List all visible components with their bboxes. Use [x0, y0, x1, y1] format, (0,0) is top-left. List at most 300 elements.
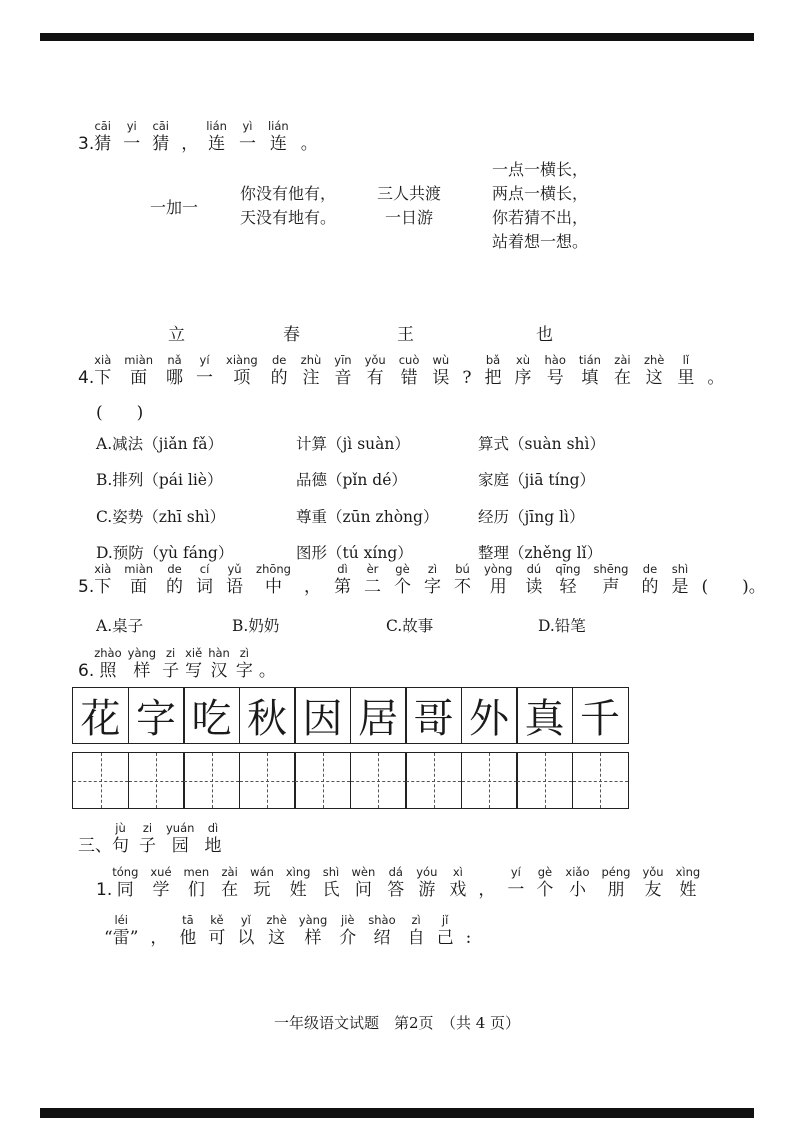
pinyin: bǎ	[485, 353, 501, 367]
pinyin: tóng	[112, 865, 139, 879]
hanzi: 词	[196, 577, 214, 597]
pinyin-char	[507, 866, 524, 901]
hanzi: 姓	[679, 880, 697, 900]
tian-grid-box[interactable]	[183, 752, 240, 809]
pinyin: yàng	[127, 646, 157, 660]
pinyin: xì	[452, 865, 463, 879]
hanzi: 序	[514, 368, 532, 388]
pinyin: zài	[614, 353, 631, 367]
pinyin: xiě	[185, 646, 203, 660]
model-char-box	[294, 687, 351, 744]
pinyin-char	[364, 563, 381, 598]
question-number-text: 1.	[96, 880, 113, 900]
hanzi: 朋	[607, 880, 625, 900]
riddle-d: 一点一横长， 两点一横长， 你若猜不出， 站着想一想。	[492, 160, 589, 251]
pinyin-char	[124, 563, 153, 598]
hanzi: 不	[453, 577, 471, 597]
q5-prompt	[78, 563, 766, 598]
pinyin: xià	[94, 353, 112, 367]
question-number	[78, 367, 94, 389]
hanzi: 照	[99, 661, 117, 681]
model-char: 千	[580, 696, 620, 742]
hanzi: 中	[265, 577, 282, 597]
pinyin: zhù	[300, 353, 322, 367]
riddle-c: 三人共渡 一日游	[377, 184, 442, 227]
pinyin-char	[525, 563, 542, 598]
answer-blank[interactable]	[701, 576, 765, 598]
pinyin-char	[239, 120, 256, 155]
question-number-text: 三、	[78, 836, 112, 856]
hanzi: 学	[152, 880, 170, 900]
pinyin-char	[179, 914, 196, 949]
hanzi: 样	[133, 661, 151, 681]
hanzi: 连	[269, 134, 287, 154]
hanzi: 个	[393, 577, 411, 597]
pinyin	[485, 866, 489, 879]
model-char-box	[461, 687, 518, 744]
pinyin-char	[368, 914, 395, 949]
pinyin: miàn	[124, 562, 154, 576]
pinyin: men	[183, 865, 210, 879]
pinyin-char	[642, 866, 663, 901]
pinyin	[714, 354, 718, 367]
tian-grid-box[interactable]	[294, 752, 351, 809]
page-footer: 一年级语文试题 第2页 （共 4 页）	[273, 1014, 521, 1032]
bottom-border-bar	[40, 1108, 754, 1118]
hanzi: 自	[407, 928, 425, 948]
hanzi: 同	[116, 880, 134, 900]
q5-option-b: B.奶奶	[232, 617, 280, 635]
model-char: 哥	[413, 696, 454, 742]
pinyin: yí	[199, 353, 210, 367]
pinyin-char	[124, 354, 153, 389]
pinyin: zi	[142, 821, 153, 835]
pinyin	[307, 120, 311, 133]
hanzi: ，	[478, 880, 496, 900]
pinyin-char	[123, 120, 140, 155]
pinyin: shì	[322, 865, 340, 879]
hanzi: 友	[644, 880, 662, 900]
riddle-a: 一加一	[150, 198, 199, 217]
pinyin: de	[167, 562, 182, 576]
model-char: 真	[524, 696, 565, 742]
pinyin-char	[286, 866, 311, 901]
pinyin-char	[250, 866, 274, 901]
pinyin-char	[204, 822, 221, 857]
tian-grid-box[interactable]	[72, 752, 129, 809]
model-char: 秋	[247, 696, 287, 742]
pinyin: zi	[165, 646, 176, 660]
pinyin-char	[334, 354, 351, 389]
q5-option-a: A.桌子	[96, 617, 144, 635]
q4-option-c1: C.姿势（zhī shì）	[96, 508, 226, 526]
pinyin-char	[94, 354, 111, 389]
hanzi: 们	[187, 880, 205, 900]
pinyin-char	[614, 354, 631, 389]
pinyin: zì	[427, 562, 438, 576]
pinyin: yīn	[334, 353, 352, 367]
hanzi: 项	[233, 368, 251, 388]
hanzi: 汉	[210, 661, 228, 681]
answer-3: 王	[397, 325, 414, 345]
pinyin: zì	[411, 913, 421, 927]
pinyin-char	[94, 563, 111, 598]
pinyin-char	[271, 354, 288, 389]
answer-2: 春	[283, 325, 300, 345]
model-char-box	[239, 687, 296, 744]
pinyin: xiàng	[226, 353, 258, 367]
pinyin: yóu	[416, 865, 438, 879]
pinyin: qīng	[555, 562, 581, 576]
pinyin: kě	[210, 913, 224, 927]
pinyin-char	[184, 866, 210, 901]
hanzi: 误	[432, 368, 450, 388]
question-number	[78, 133, 94, 155]
hanzi: 游	[418, 880, 436, 900]
q4-option-d3: 整理（zhěng lǐ）	[478, 544, 603, 562]
pinyin-char	[304, 563, 321, 598]
hanzi: 绍	[373, 928, 391, 948]
pinyin-char	[484, 563, 512, 598]
tian-grid-box[interactable]	[350, 752, 407, 809]
grid-guide-horizontal	[240, 781, 295, 782]
pinyin-char	[601, 866, 630, 901]
hanzi: 样	[304, 928, 322, 948]
hanzi: 注	[302, 368, 320, 388]
hanzi: 一	[196, 368, 214, 388]
hanzi: 连	[208, 134, 226, 154]
pinyin: gè	[537, 865, 553, 879]
pinyin: xué	[150, 865, 172, 879]
pinyin: yi	[126, 119, 137, 133]
pinyin-char	[150, 914, 167, 949]
pinyin-char	[181, 120, 198, 155]
model-char-box	[405, 687, 462, 744]
pinyin: èr	[366, 562, 379, 576]
pinyin: zhè	[266, 913, 287, 927]
pinyin: zhè	[643, 353, 665, 367]
pinyin: bú	[455, 562, 470, 576]
pinyin-char	[299, 914, 327, 949]
model-char: 吃	[191, 696, 232, 742]
tian-grid-box[interactable]	[572, 752, 629, 809]
pinyin: yǔ	[227, 562, 242, 576]
pinyin-char	[536, 866, 553, 901]
pinyin-char	[152, 120, 169, 155]
pinyin: zhōng	[256, 562, 291, 576]
pinyin-char	[545, 354, 566, 389]
pinyin-char	[641, 563, 658, 598]
hanzi: 一	[123, 134, 141, 154]
hanzi: 轻	[559, 577, 577, 597]
question-number	[96, 879, 112, 901]
hanzi: 以	[237, 928, 255, 948]
q4-prompt	[78, 354, 737, 389]
hanzi: 哪	[166, 368, 184, 388]
pinyin-char	[339, 914, 356, 949]
pinyin: xià	[94, 562, 112, 576]
pinyin: yòng	[483, 562, 513, 576]
q4-option-a1: A.减法（jiǎn fǎ）	[96, 435, 224, 453]
grid-guide-horizontal	[462, 781, 517, 782]
pinyin-char	[266, 914, 286, 949]
hanzi: 园	[171, 836, 189, 856]
hanzi: 。	[258, 661, 276, 681]
pinyin: wán	[250, 865, 274, 879]
hanzi: 声	[602, 577, 620, 597]
pinyin: jiè	[341, 913, 355, 927]
hanzi: 有	[366, 368, 384, 388]
model-char-box	[572, 687, 629, 744]
pinyin: lián	[267, 119, 289, 133]
hanzi: 子	[162, 661, 180, 681]
hanzi: 子	[139, 836, 156, 856]
hanzi: 的	[270, 368, 288, 388]
pinyin: shēng	[593, 562, 629, 576]
grid-guide-horizontal	[573, 781, 628, 782]
pinyin: shì	[671, 562, 689, 576]
question-number	[78, 835, 112, 857]
pinyin: dú	[526, 562, 542, 576]
hanzi: 姓	[289, 880, 307, 900]
hanzi: 音	[334, 368, 352, 388]
pinyin-char	[206, 120, 227, 155]
s3-q1-line1	[96, 866, 712, 901]
pinyin-char	[565, 866, 589, 901]
pinyin-char	[594, 563, 629, 598]
pinyin-char	[432, 354, 449, 389]
hanzi: 填	[581, 368, 599, 388]
pinyin-char	[478, 866, 495, 901]
pinyin: dì	[207, 821, 219, 835]
pinyin	[265, 647, 269, 660]
s3-q1-line2	[104, 914, 483, 949]
hanzi: 里	[677, 368, 695, 388]
pinyin-char	[162, 647, 179, 682]
pinyin-char	[301, 354, 322, 389]
pinyin: zì	[239, 646, 249, 660]
pinyin-char	[408, 914, 425, 949]
pinyin: jù	[115, 821, 126, 835]
hanzi: 下	[94, 368, 112, 388]
hanzi: ，	[150, 928, 168, 948]
hanzi: ，	[181, 134, 199, 154]
hanzi: ，	[303, 577, 321, 597]
hanzi: ?	[462, 368, 472, 388]
pinyin-char	[112, 866, 138, 901]
hanzi: 号	[546, 368, 564, 388]
q4-answer-blank[interactable]: ( )	[96, 403, 144, 423]
q4-option-c3: 经历（jīng lì）	[478, 508, 585, 526]
q5-option-c: C.故事	[386, 617, 434, 635]
hanzi: 戏	[449, 880, 467, 900]
tian-grid-box[interactable]	[461, 752, 518, 809]
tian-grid-box[interactable]	[405, 752, 462, 809]
hanzi: 用	[489, 577, 507, 597]
hanzi: 面	[130, 368, 148, 388]
hanzi: 地	[204, 836, 222, 856]
grid-guide-horizontal	[406, 781, 461, 782]
hanzi: 读	[525, 577, 543, 597]
pinyin	[311, 563, 315, 576]
pinyin: yí	[510, 865, 521, 879]
hanzi: 在	[221, 880, 239, 900]
pinyin-char	[166, 822, 194, 857]
pinyin-char	[449, 866, 466, 901]
pinyin	[188, 120, 192, 133]
pinyin-char	[236, 647, 253, 682]
question-number-text: 5.	[78, 577, 95, 597]
pinyin-char	[94, 120, 111, 155]
hanzi: 猜	[152, 134, 170, 154]
hanzi: 介	[339, 928, 357, 948]
answer-1: 立	[168, 325, 185, 345]
q5-option-d: D.铅笔	[538, 617, 586, 635]
hanzi: 这	[645, 368, 663, 388]
hanzi: 的	[166, 577, 184, 597]
hanzi: 小	[568, 880, 586, 900]
pinyin-char	[112, 822, 129, 857]
hanzi: 字	[235, 661, 253, 681]
pinyin: tián	[578, 353, 601, 367]
pinyin-char	[424, 563, 441, 598]
hanzi: 错	[400, 368, 418, 388]
q3-prompt	[78, 120, 326, 155]
pinyin-char	[399, 354, 420, 389]
model-char: 因	[302, 696, 343, 742]
pinyin: de	[642, 562, 658, 576]
pinyin-char	[166, 354, 183, 389]
tian-grid-box[interactable]	[239, 752, 296, 809]
pinyin-char	[256, 563, 291, 598]
pinyin: yǒu	[642, 865, 664, 879]
pinyin-char	[128, 647, 156, 682]
grid-guide-horizontal	[295, 781, 350, 782]
model-char-box	[350, 687, 407, 744]
pinyin: gè	[395, 562, 410, 576]
hanzi: 玩	[253, 880, 271, 900]
pinyin-char	[555, 563, 580, 598]
pinyin: cuò	[398, 353, 420, 367]
pinyin-char	[485, 354, 502, 389]
hanzi: 下	[94, 577, 112, 597]
pinyin-char	[226, 354, 258, 389]
pinyin: lǐ	[682, 353, 690, 367]
pinyin-char	[515, 354, 532, 389]
pinyin-char	[334, 563, 351, 598]
hanzi: 一	[507, 880, 525, 900]
hanzi: 二	[363, 577, 381, 597]
pinyin-char	[387, 866, 404, 901]
pinyin: yàng	[298, 913, 328, 927]
pinyin-char	[416, 866, 437, 901]
pinyin-char	[166, 563, 183, 598]
hanzi: 这	[268, 928, 286, 948]
question-number	[78, 660, 94, 682]
hanzi: 。	[300, 134, 318, 154]
pinyin-char	[196, 563, 213, 598]
section-3-heading	[78, 822, 231, 857]
question-number-text: 4.	[78, 368, 95, 388]
pinyin-char	[322, 866, 339, 901]
pinyin: cāi	[152, 119, 170, 133]
pinyin-char	[150, 866, 171, 901]
tian-grid-box[interactable]	[516, 752, 573, 809]
q4-option-b2: 品德（pǐn dé）	[296, 471, 407, 489]
hanzi: 面	[130, 577, 148, 597]
pinyin: yǐ	[240, 913, 251, 927]
pinyin: shào	[368, 913, 396, 927]
pinyin: de	[271, 353, 287, 367]
pinyin: lián	[206, 119, 227, 133]
pinyin-char	[644, 354, 664, 389]
hanzi: 句	[112, 836, 129, 856]
top-border-bar	[40, 33, 754, 41]
pinyin: léi	[114, 913, 128, 927]
pinyin: nǎ	[167, 353, 182, 367]
question-number-text: 3.	[78, 134, 95, 154]
grid-guide-horizontal	[73, 781, 128, 782]
pinyin: yuán	[166, 821, 195, 835]
grid-guide-horizontal	[184, 781, 239, 782]
hanzi: 可	[208, 928, 226, 948]
hanzi: 己	[436, 928, 454, 948]
pinyin-char	[394, 563, 411, 598]
hanzi: “雷”	[104, 928, 139, 948]
hanzi: 问	[354, 880, 372, 900]
pinyin-char	[454, 563, 471, 598]
pinyin-char	[208, 647, 230, 682]
question-number-text: 6.	[78, 661, 95, 681]
q4-option-b3: 家庭（jiā tíng）	[478, 471, 596, 489]
hanzi: 在	[613, 368, 631, 388]
hanzi: 的	[641, 577, 659, 597]
model-char: 花	[80, 696, 121, 742]
pinyin: dì	[337, 562, 348, 576]
practice-tian-grid[interactable]	[72, 752, 629, 809]
pinyin-char	[466, 914, 472, 949]
pinyin-char	[259, 647, 276, 682]
hanzi: 他	[179, 928, 197, 948]
grid-guide-horizontal	[517, 781, 572, 782]
pinyin-char	[671, 563, 688, 598]
pinyin-char	[579, 354, 601, 389]
pinyin-char	[462, 354, 471, 389]
pinyin-char	[185, 647, 202, 682]
pinyin: hào	[544, 353, 566, 367]
pinyin-char	[677, 354, 694, 389]
hanzi: 语	[226, 577, 244, 597]
pinyin: wù	[432, 353, 450, 367]
answer-blank-text: ( )。	[701, 577, 766, 597]
hanzi: 猜	[94, 134, 112, 154]
pinyin-char	[351, 866, 375, 901]
grid-guide-horizontal	[129, 781, 184, 782]
hanzi: 写	[185, 661, 203, 681]
model-char-box	[72, 687, 129, 744]
pinyin: xù	[515, 353, 531, 367]
pinyin: dá	[388, 865, 403, 879]
pinyin-char	[268, 120, 289, 155]
hanzi: 一	[238, 134, 256, 154]
answer-4: 也	[536, 325, 553, 345]
hanzi: 第	[333, 577, 351, 597]
q4-option-a2: 计算（jì suàn）	[296, 435, 410, 453]
pinyin-char	[104, 914, 138, 949]
pinyin	[465, 354, 469, 367]
tian-grid-box[interactable]	[128, 752, 185, 809]
hanzi: 是	[671, 577, 689, 597]
